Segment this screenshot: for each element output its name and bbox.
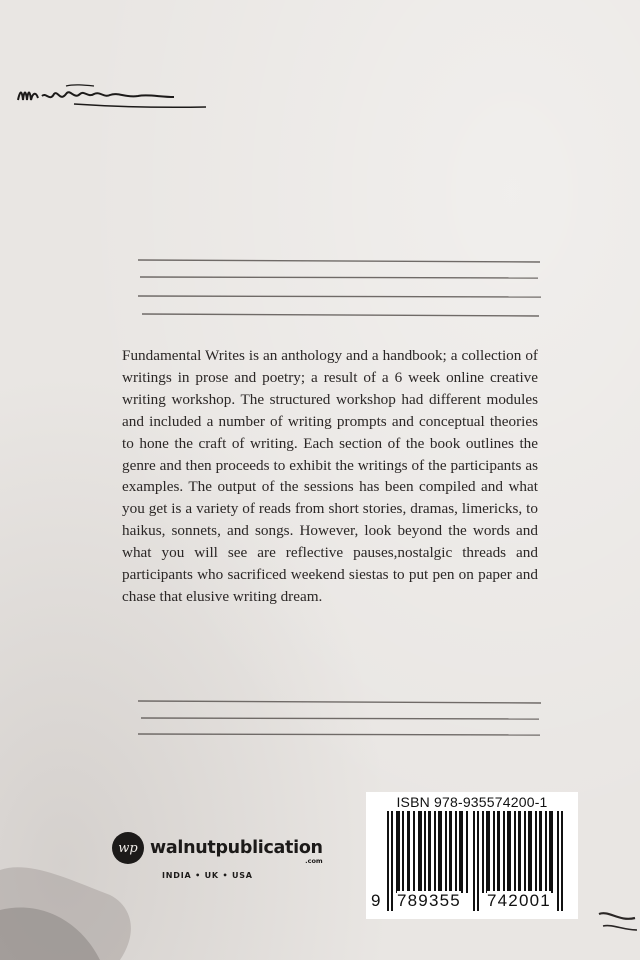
ink-wash-stain	[0, 850, 150, 960]
ink-brush-mark	[595, 900, 640, 940]
isbn-label: ISBN 978-935574200-1	[396, 794, 548, 810]
barcode-digit-group-right: 742001	[487, 891, 551, 910]
publisher-name: walnutpublication	[150, 838, 323, 858]
handwritten-scribble	[14, 76, 214, 116]
decorative-lines-top	[136, 255, 546, 325]
publisher-domain-suffix: .com	[305, 857, 323, 865]
publisher-regions: INDIA • UK • USA	[162, 871, 253, 880]
decorative-lines-bottom	[136, 695, 546, 745]
publisher-wordmark	[150, 838, 323, 865]
barcode-digit-first: 9	[371, 891, 382, 910]
publisher-logo	[112, 832, 323, 864]
isbn-barcode	[366, 792, 578, 919]
walnut-logo-icon: wp	[112, 832, 144, 864]
barcode-digit-group-left: 789355	[397, 891, 461, 910]
blurb-text: Fundamental Writes is an anthology and a handbook; a collection of writings in prose and poetry; a result of a 6 week online creative writing workshop. The structured workshop had different modules and included a number of writing prompts and conceptual theories to hone the craft of writing. Each section of the book outlines the genre and then proceeds to exhibit the writings of the participants as examples. The output of the sessions has been compiled and what you get is a variety of reads from short stories, dramas, limericks, to haikus, sonnets, and songs. However, look beyond the words and what you will see are reflective pauses,nostalgic threads and participants who sacrificed weekend siestas to put pen on paper and chase that elusive writing dream.	[122, 347, 538, 605]
